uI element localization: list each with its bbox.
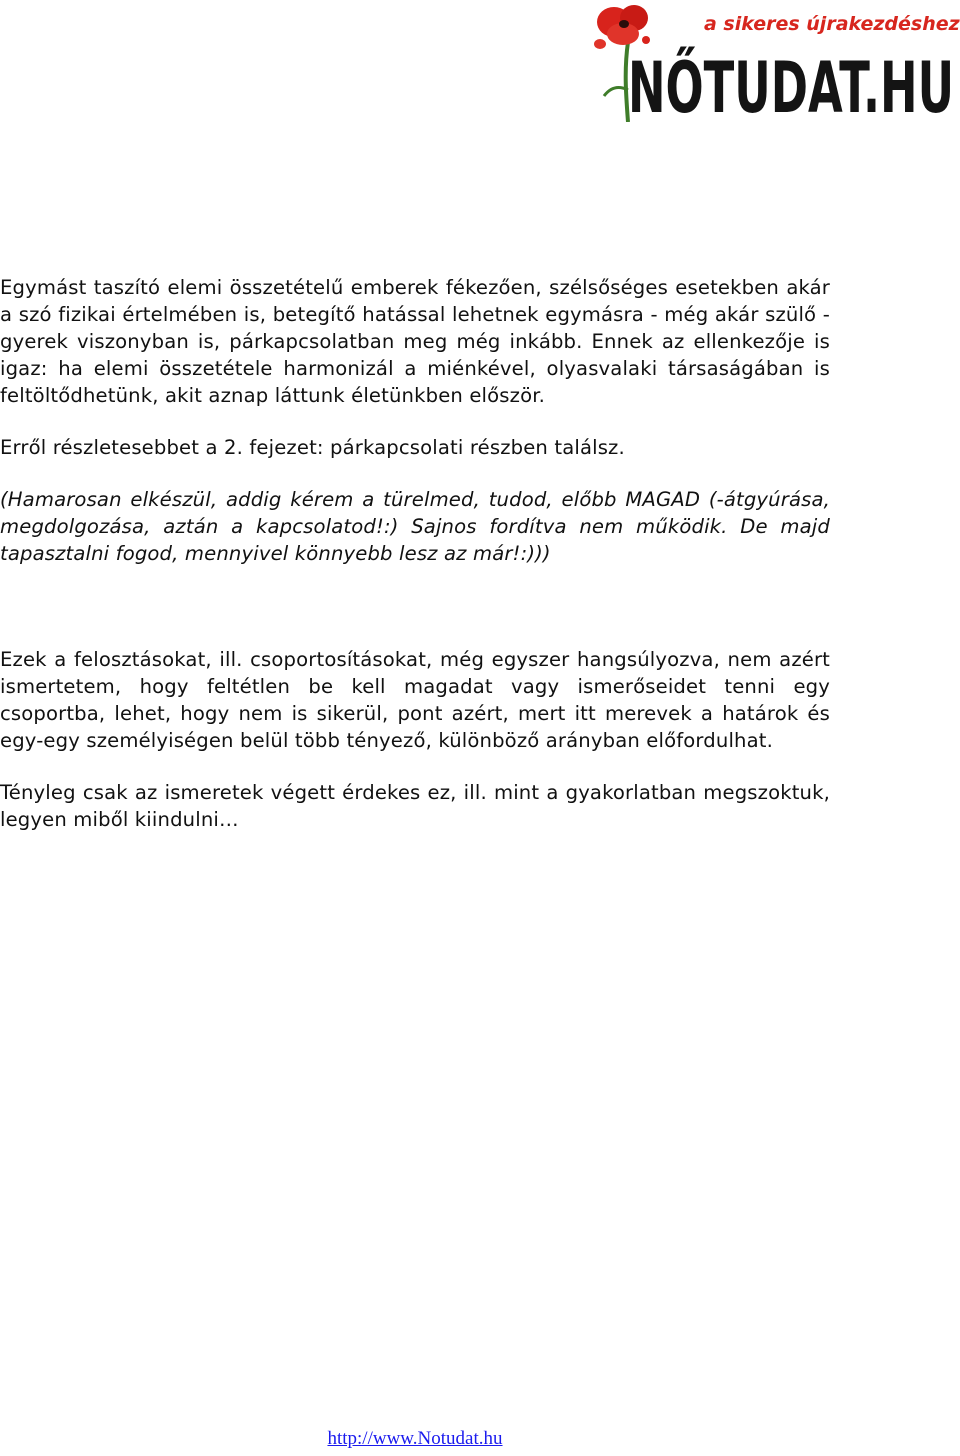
logo-wordmark: NŐTUDAT.HU	[628, 47, 954, 122]
paragraph-felosztasok: Ezek a felosztásokat, ill. csoportosításokat, még egyszer hangsúlyozva, nem azért ismertetem, hogy feltétlen be kell magadat vagy ismerőseidet tenni egy csoportba, lehet, hogy nem is sikerül, pont azért, mert itt merevek a határok és egy-egy személyiségen belül több tényező, különböző arányban előfordulhat.	[0, 648, 830, 752]
footer-website-link[interactable]: http://www.Notudat.hu	[327, 1428, 503, 1449]
paragraph-elemi-osszetetel: Egymást taszító elemi összetételű emberek fékezően, szélsőséges esetekben akár a szó fizikai értelmében is, betegítő hatással lehetnek egymásra - még akár szülő - gyerek viszonyban is, párkapcsolatban meg még inkább. Ennek az ellenkezője is igaz: ha elemi összetétele harmonizál a miénkével, olyasvalaki társaságában is feltöltődhetünk, akit aznap láttunk életünkben először.	[0, 276, 830, 407]
site-logo	[588, 0, 960, 122]
logo-tagline: a sikeres újrakezdéshez	[704, 13, 960, 35]
article-body	[0, 274, 830, 833]
paragraph-closing: Tényleg csak az ismeretek végett érdekes ez, ill. mint a gyakorlatban megszoktuk, legyen miből kiindulni…	[0, 781, 830, 831]
paragraph-reference: Erről részletesebbet a 2. fejezet: párkapcsolati részben találsz.	[0, 436, 625, 459]
paragraph-note: (Hamarosan elkészül, addig kérem a türelmed, tudod, előbb MAGAD (-átgyúrása, megdolgozása, aztán a kapcsolatod!:) Sajnos fordítva nem működik. De majd tapasztalni fogod, mennyivel könnyebb lesz az már!:)))	[0, 488, 830, 565]
